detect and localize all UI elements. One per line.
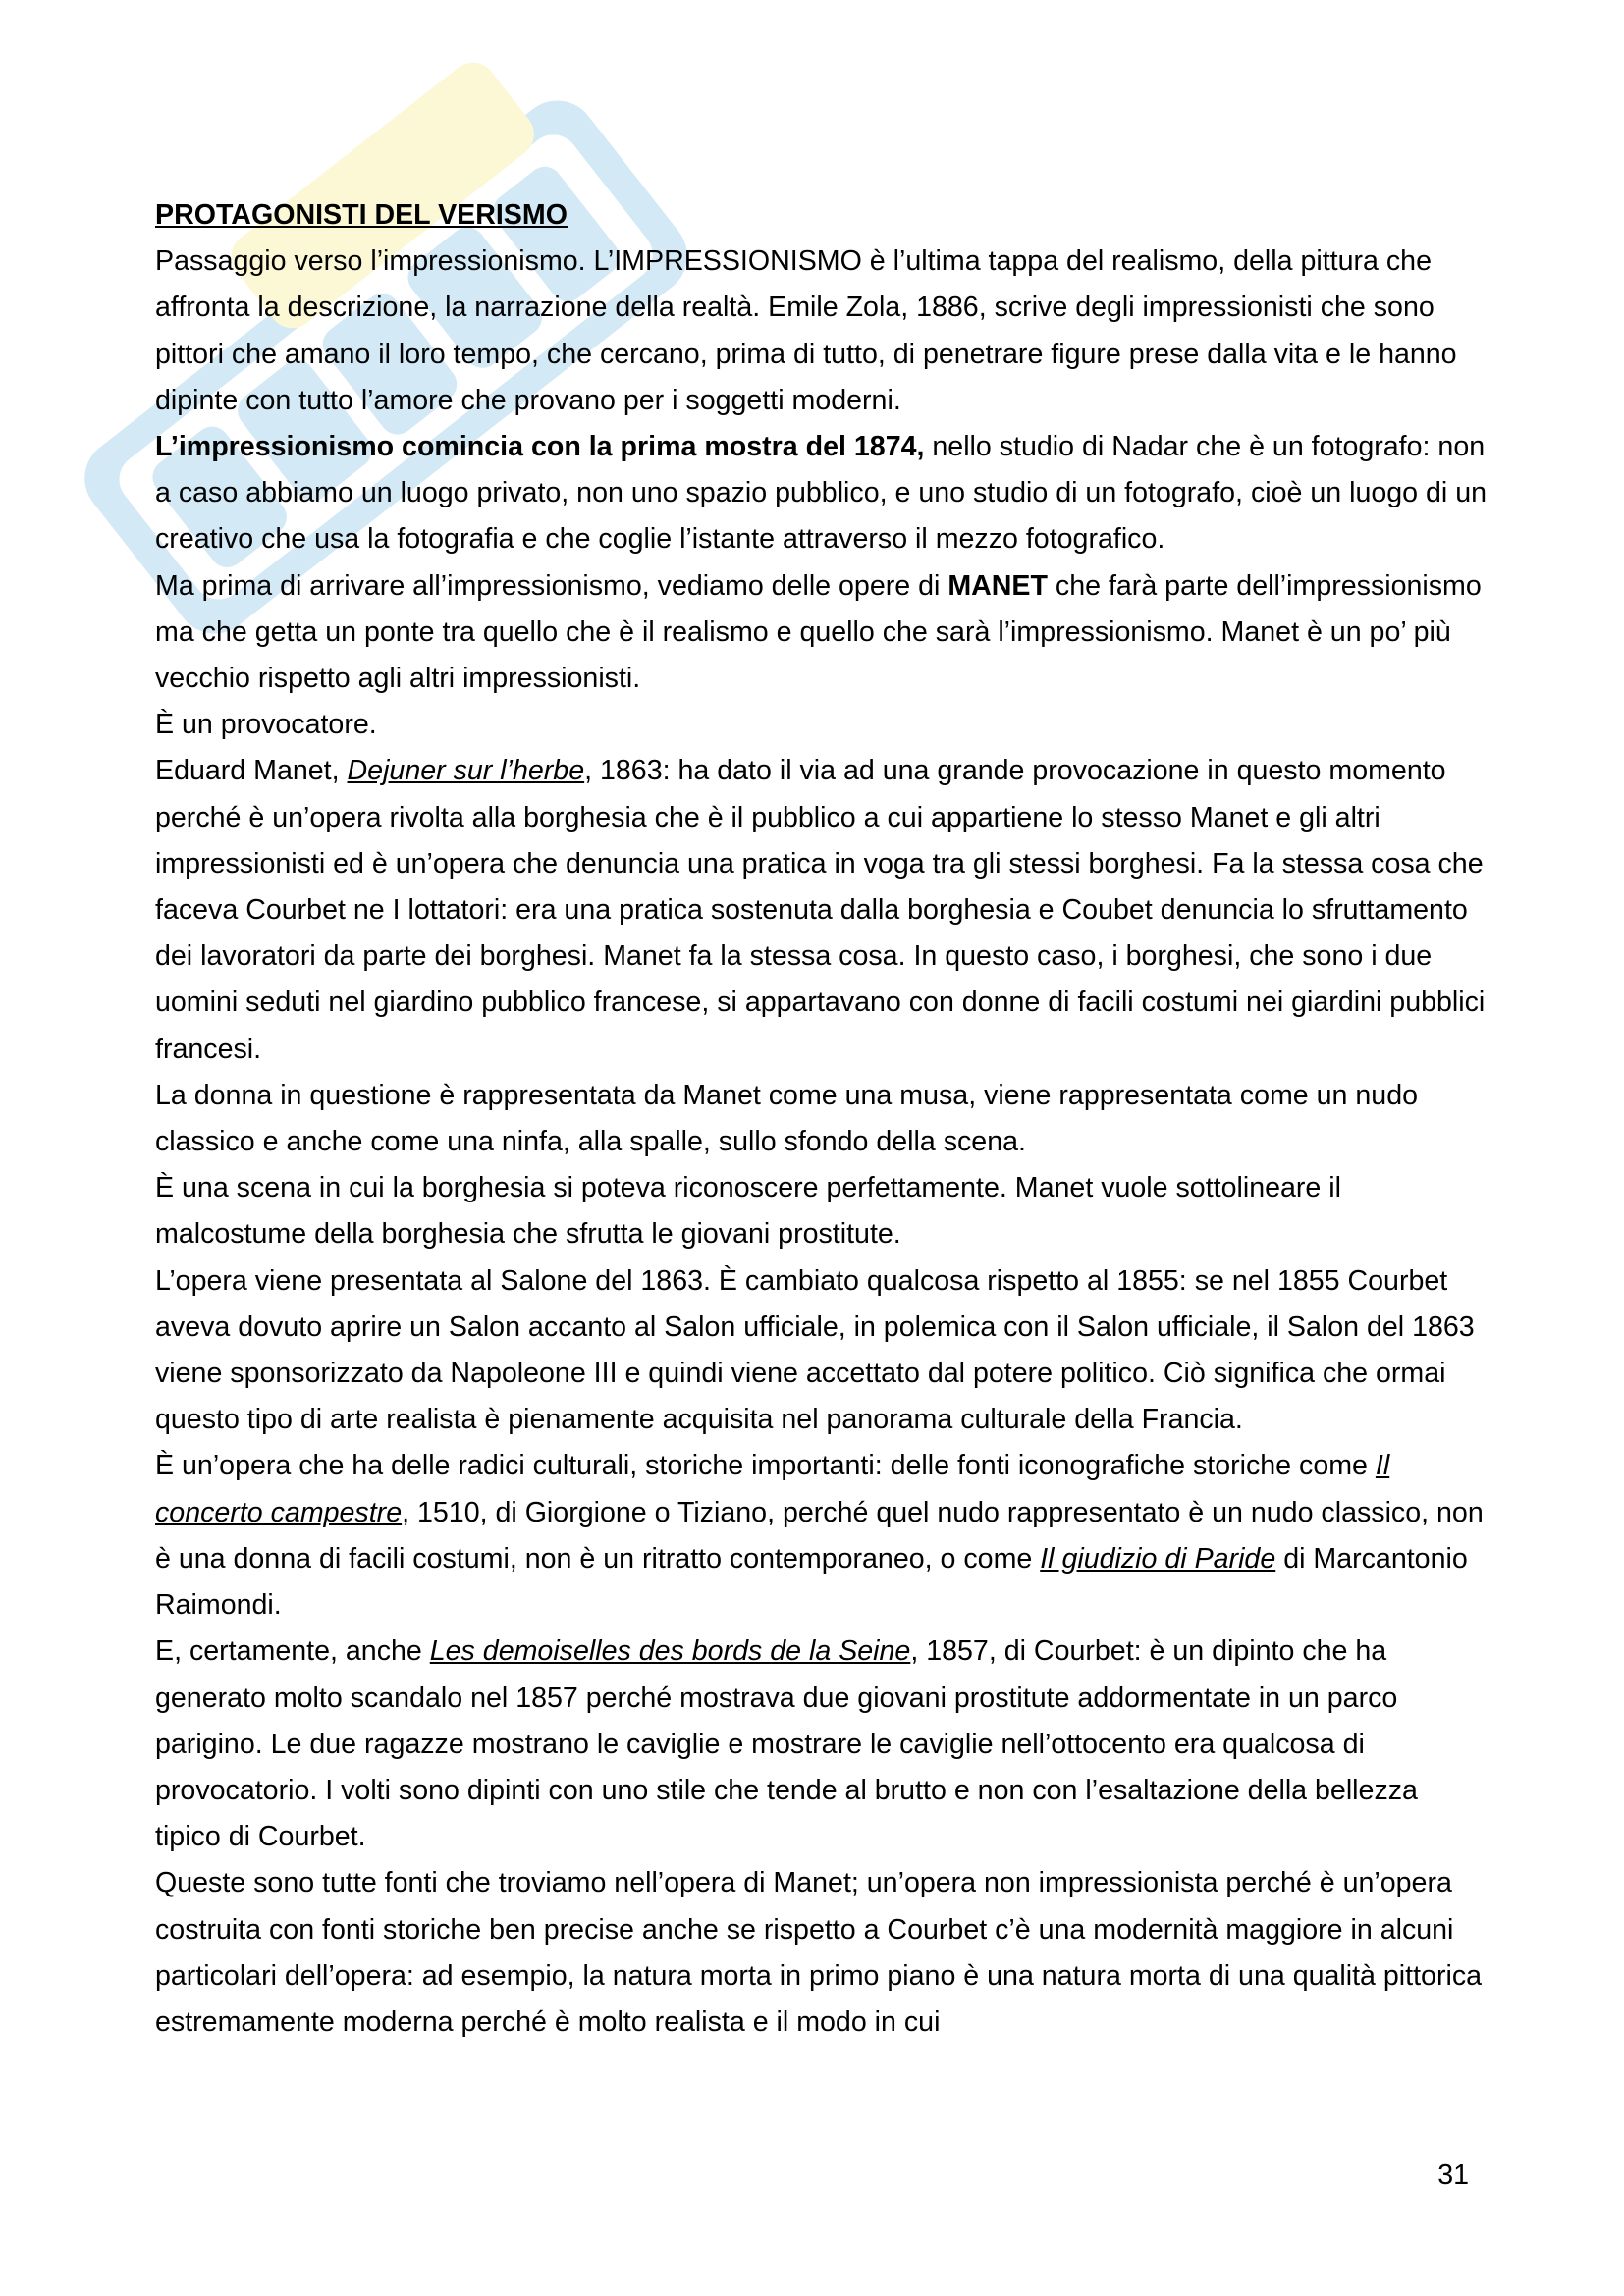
section-heading: PROTAGONISTI DEL VERISMO <box>155 199 568 231</box>
page-number: 31 <box>1437 2160 1469 2191</box>
bold-text: L’impressionismo comincia con la prima mostra del 1874, <box>155 431 925 463</box>
artwork-title: Dejuner sur l’herbe <box>347 755 585 787</box>
text-run: , 1510, di Giorgione o Tiziano, perché quel nudo rappresentato è un nudo classico, non è una donna di facili costumi, non è un ritratto contemporaneo, o come <box>155 1496 1484 1575</box>
page-content <box>155 192 1490 2046</box>
paragraph: La donna in questione è rappresentata da Manet come una musa, viene rappresentata come un nudo classico e anche come una ninfa, alla spalle, sullo sfondo della scena. <box>155 1079 1419 1158</box>
text-run: che farà parte dell’impressionismo ma che getta un ponte tra quello che è il realismo e quello che sarà l’impressionismo. Manet è un po’ più vecchio rispetto agli altri impressionisti. <box>155 569 1482 695</box>
text-run: Eduard Manet, <box>155 755 348 787</box>
paragraph: Passaggio verso l’impressionismo. L’IMPRESSIONISMO è l’ultima tappa del realismo, della pittura che affronta la descrizione, la narrazione della realtà. Emile Zola, 1886, scrive degli impressionisti che sono pittori che amano il loro tempo, che cercano, prima di tutto, di penetrare figure prese dalla vita e le hanno dipinte con tutto l’amore che provano per i soggetti moderni. <box>155 245 1457 416</box>
text-run: nello studio di Nadar che è un fotografo: non a caso abbiamo un luogo privato, non uno spazio pubblico, e uno studio di un fotografo, cioè un luogo di un creativo che usa la fotografia e che coglie l’istante attraverso il mezzo fotografico. <box>155 431 1487 556</box>
paragraph <box>155 563 1490 703</box>
artwork-title: Il giudizio di Paride <box>1040 1542 1276 1575</box>
paragraph <box>155 424 1490 563</box>
paragraph <box>155 1629 1490 1860</box>
text-run: E, certamente, anche <box>155 1635 430 1668</box>
paragraph <box>155 748 1490 1072</box>
text-run: Ma prima di arrivare all’impressionismo, vediamo delle opere di <box>155 569 948 602</box>
paragraph: È un provocatore. <box>155 709 377 741</box>
text-run: , 1857, di Courbet: è un dipinto che ha generato molto scandalo nel 1857 perché mostrava due giovani prostitute addormentate in un parco parigino. Le due ragazze mostrano le caviglie e mostrare le caviglie nell’ottocento era qualcosa di provocatorio. I volti sono dipinti con uno stile che tende al brutto e non con l’esaltazione della bellezza tipico di Courbet. <box>155 1635 1418 1853</box>
bold-text: MANET <box>947 569 1048 602</box>
paragraph <box>155 1443 1490 1629</box>
artwork-title: Les demoiselles des bords de la Seine <box>429 1635 911 1668</box>
paragraph: È una scena in cui la borghesia si poteva riconoscere perfettamente. Manet vuole sottolineare il malcostume della borghesia che sfrutta le giovani prostitute. <box>155 1172 1341 1251</box>
text-run: È un’opera che ha delle radici culturali, storiche importanti: delle fonti iconografiche storiche come <box>155 1450 1376 1482</box>
text-run: di Marcantonio Raimondi. <box>155 1542 1468 1622</box>
text-run: , 1863: ha dato il via ad una grande provocazione in questo momento perché è un’opera rivolta alla borghesia che è il pubblico a cui appartiene lo stesso Manet e gli altri impressionisti ed è un’opera che denuncia una pratica in voga tra gli stessi borghesi. Fa la stessa cosa che faceva Courbet ne I lottatori: era una pratica sostenuta dalla borghesia e Coubet denuncia lo sfruttamento dei lavoratori da parte dei borghesi. Manet fa la stessa cosa. In questo caso, i borghesi, che sono i due uomini seduti nel giardino pubblico francese, si appartavano con donne di facili costumi nei giardini pubblici francesi. <box>155 755 1486 1065</box>
artwork-title: Il concerto campestre <box>155 1450 1390 1528</box>
paragraph: L’opera viene presentata al Salone del 1863. È cambiato qualcosa rispetto al 1855: se nel 1855 Courbet aveva dovuto aprire un Salon accanto al Salon ufficiale, in polemica con il Salon ufficiale, il Salon del 1863 viene sponsorizzato da Napoleone III e quindi viene accettato dal potere politico. Ciò significa che ormai questo tipo di arte realista è pienamente acquisita nel panorama culturale della Francia. <box>155 1264 1475 1436</box>
paragraph: Queste sono tutte fonti che troviamo nell’opera di Manet; un’opera non impressionista perché è un’opera costruita con fonti storiche ben precise anche se rispetto a Courbet c’è una modernità maggiore in alcuni particolari dell’opera: ad esempio, la natura morta in primo piano è una natura morta di una qualità pittorica estremamente moderna perché è molto realista e il modo in cui <box>155 1867 1483 2038</box>
